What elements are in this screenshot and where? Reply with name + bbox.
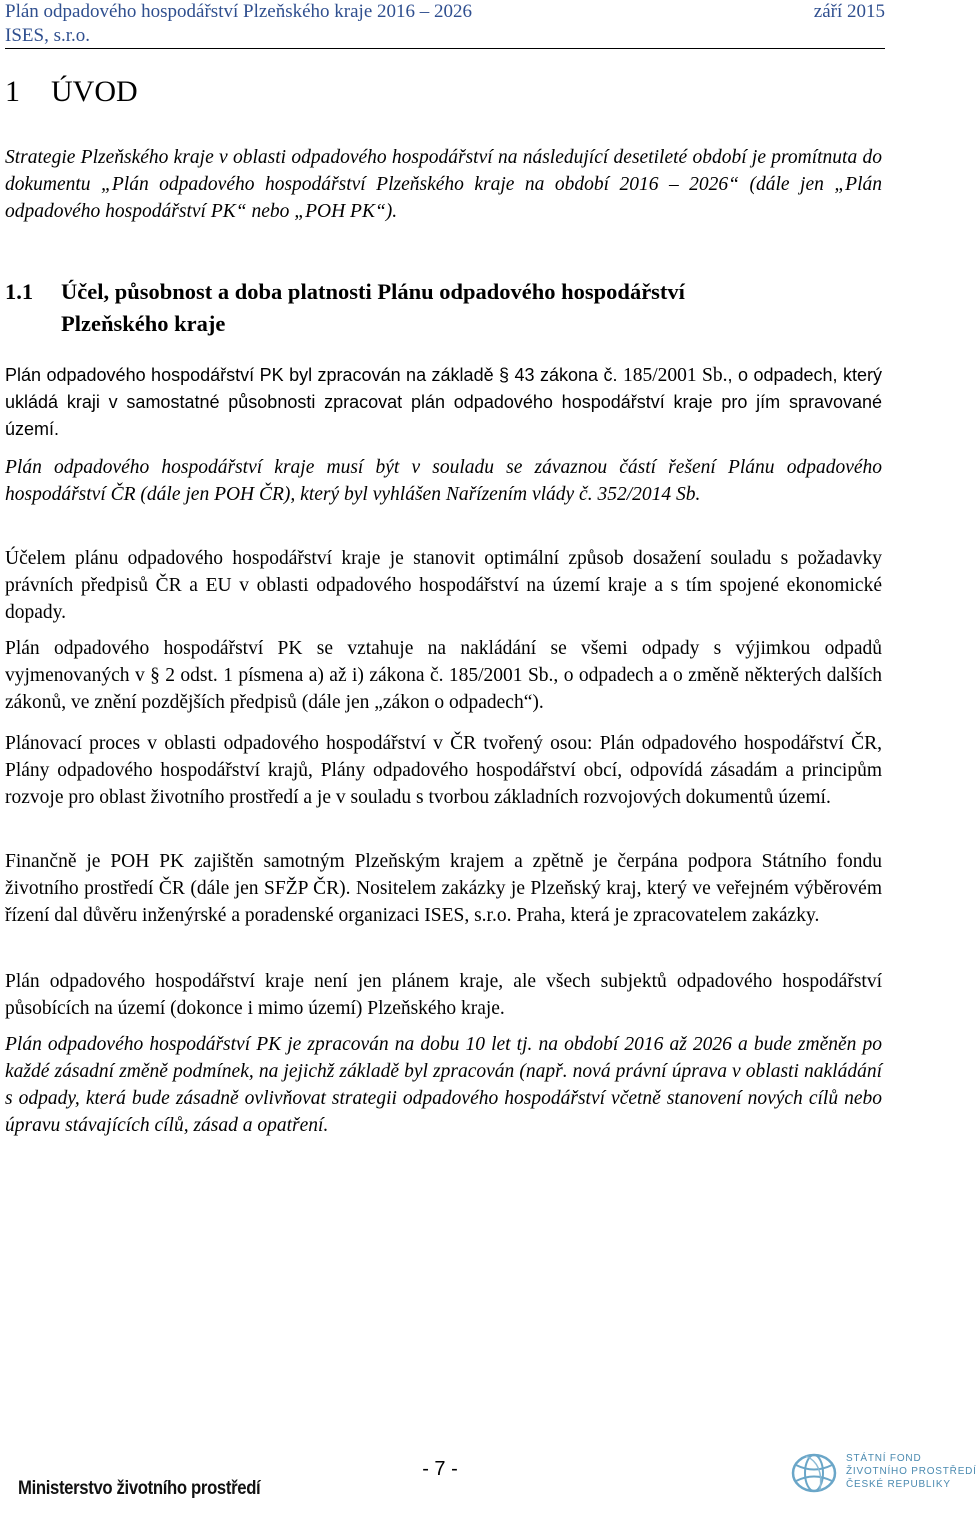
section-heading [5, 276, 882, 340]
paragraph-planning-process: Plánovací proces v oblasti odpadového hospodářství v ČR tvořený osou: Plán odpadového hospodářství ČR, Plány odpadového hospodářství krajů, Plány odpadového hospodářství obcí, odpovídá zásadám a principům rozvoje pro oblast životního prostředí a je v souladu s tvorbou základních rozvojových dokumentů území. [5, 733, 882, 808]
paragraph-financing: Finančně je POH PK zajištěn samotným Plzeňským krajem a zpětně je čerpána podpora Státního fondu životního prostředí ČR (dále jen SFŽP ČR). Nositelem zakázky je Plzeňský kraj, který ve veřejném výběrovém řízení dal důvěru inženýrské a poradenské organizaci ISES, s.r.o. Praha, která je zpracovatelem zakázky. [5, 851, 882, 926]
sfzp-line3: ČESKÉ REPUBLIKY [846, 1479, 951, 1490]
intro-paragraph: Strategie Plzeňského kraje v oblasti odpadového hospodářství na následující desetileté období je promítnuta do dokumentu „Plán odpadového hospodářství Plzeňského kraje na období 2016 – 2026“ (dále jen „Plán odpadového hospodářství PK“ nebo „POH PK“). [5, 147, 882, 222]
sfzp-line1: STÁTNÍ FOND [846, 1453, 922, 1464]
sfzp-logo [790, 1446, 977, 1502]
section-title-line2: Plzeňského kraje [61, 311, 226, 336]
paragraph-compliance: Plán odpadového hospodářství kraje musí být v souladu se závaznou částí řešení Plánu odpadového hospodářství ČR (dále jen POH ČR), který byl vyhlášen Nařízením vlády č. 352/2014 Sb. [5, 457, 882, 505]
section-title-line1: Účel, působnost a doba platnosti Plánu odpadového hospodářství [61, 279, 685, 304]
header-company: ISES, s.r.o. [5, 25, 90, 46]
sfzp-logo-text [846, 1452, 977, 1491]
paragraph-purpose [5, 362, 882, 443]
purpose-text-c: , o odpadech, který ukládá kraji v samostatné působnosti zpracovat plán odpadového hospodářství kraje pro jím spravované území. [5, 365, 882, 439]
purpose-law-ref: 185/2001 Sb. [623, 365, 728, 386]
chapter-heading [5, 72, 138, 112]
sfzp-logo-icon [790, 1450, 838, 1496]
paragraph-scope: Plán odpadového hospodářství PK se vztahuje na nakládání se všemi odpady s výjimkou odpadů vyjmenovaných v § 2 odst. 1 písmena a) až i) zákona č. 185/2001 Sb., o odpadech a o změně některých dalších zákonů, ve znění pozdějších předpisů (dále jen „zákon o odpadech“). [5, 638, 882, 713]
header-date: září 2015 [813, 1, 885, 22]
page-number: - 7 - [422, 1458, 458, 1480]
chapter-title: ÚVOD [51, 75, 138, 108]
chapter-number: 1 [5, 75, 20, 108]
paragraph-subjects: Plán odpadového hospodářství kraje není jen plánem kraje, ale všech subjektů odpadového hospodářství působících na území (dokonce i mimo území) Plzeňského kraje. [5, 971, 882, 1019]
header-title: Plán odpadového hospodářství Plzeňského kraje 2016 – 2026 [5, 1, 473, 22]
paragraph-validity: Plán odpadového hospodářství PK je zpracován na dobu 10 let tj. na období 2016 až 2026 a bude změněn po každé zásadní změně podmínek, na jejichž základě byl zpracován (např. nová právní úprava v oblasti nakládání s odpady, která bude zásadně ovlivňovat strategii odpadového hospodářství včetně stanovení nových cílů nebo úpravu stávajících cílů, zásad a opatření. [5, 1034, 882, 1136]
purpose-text-a: Plán odpadového hospodářství PK byl zpracován na základě § 43 zákona č. [5, 365, 624, 385]
ministry-logo-text: Ministerstvo životního prostředí [18, 1478, 261, 1499]
paragraph-aim: Účelem plánu odpadového hospodářství kraje je stanovit optimální způsob dosažení souladu s požadavky právních předpisů ČR a EU v oblasti odpadového hospodářství na území kraje a s tím spojené ekonomické dopady. [5, 548, 882, 623]
sfzp-line2: ŽIVOTNÍHO PROSTŘEDÍ [846, 1466, 977, 1477]
page-header [5, 0, 885, 49]
section-number: 1.1 [5, 279, 34, 304]
